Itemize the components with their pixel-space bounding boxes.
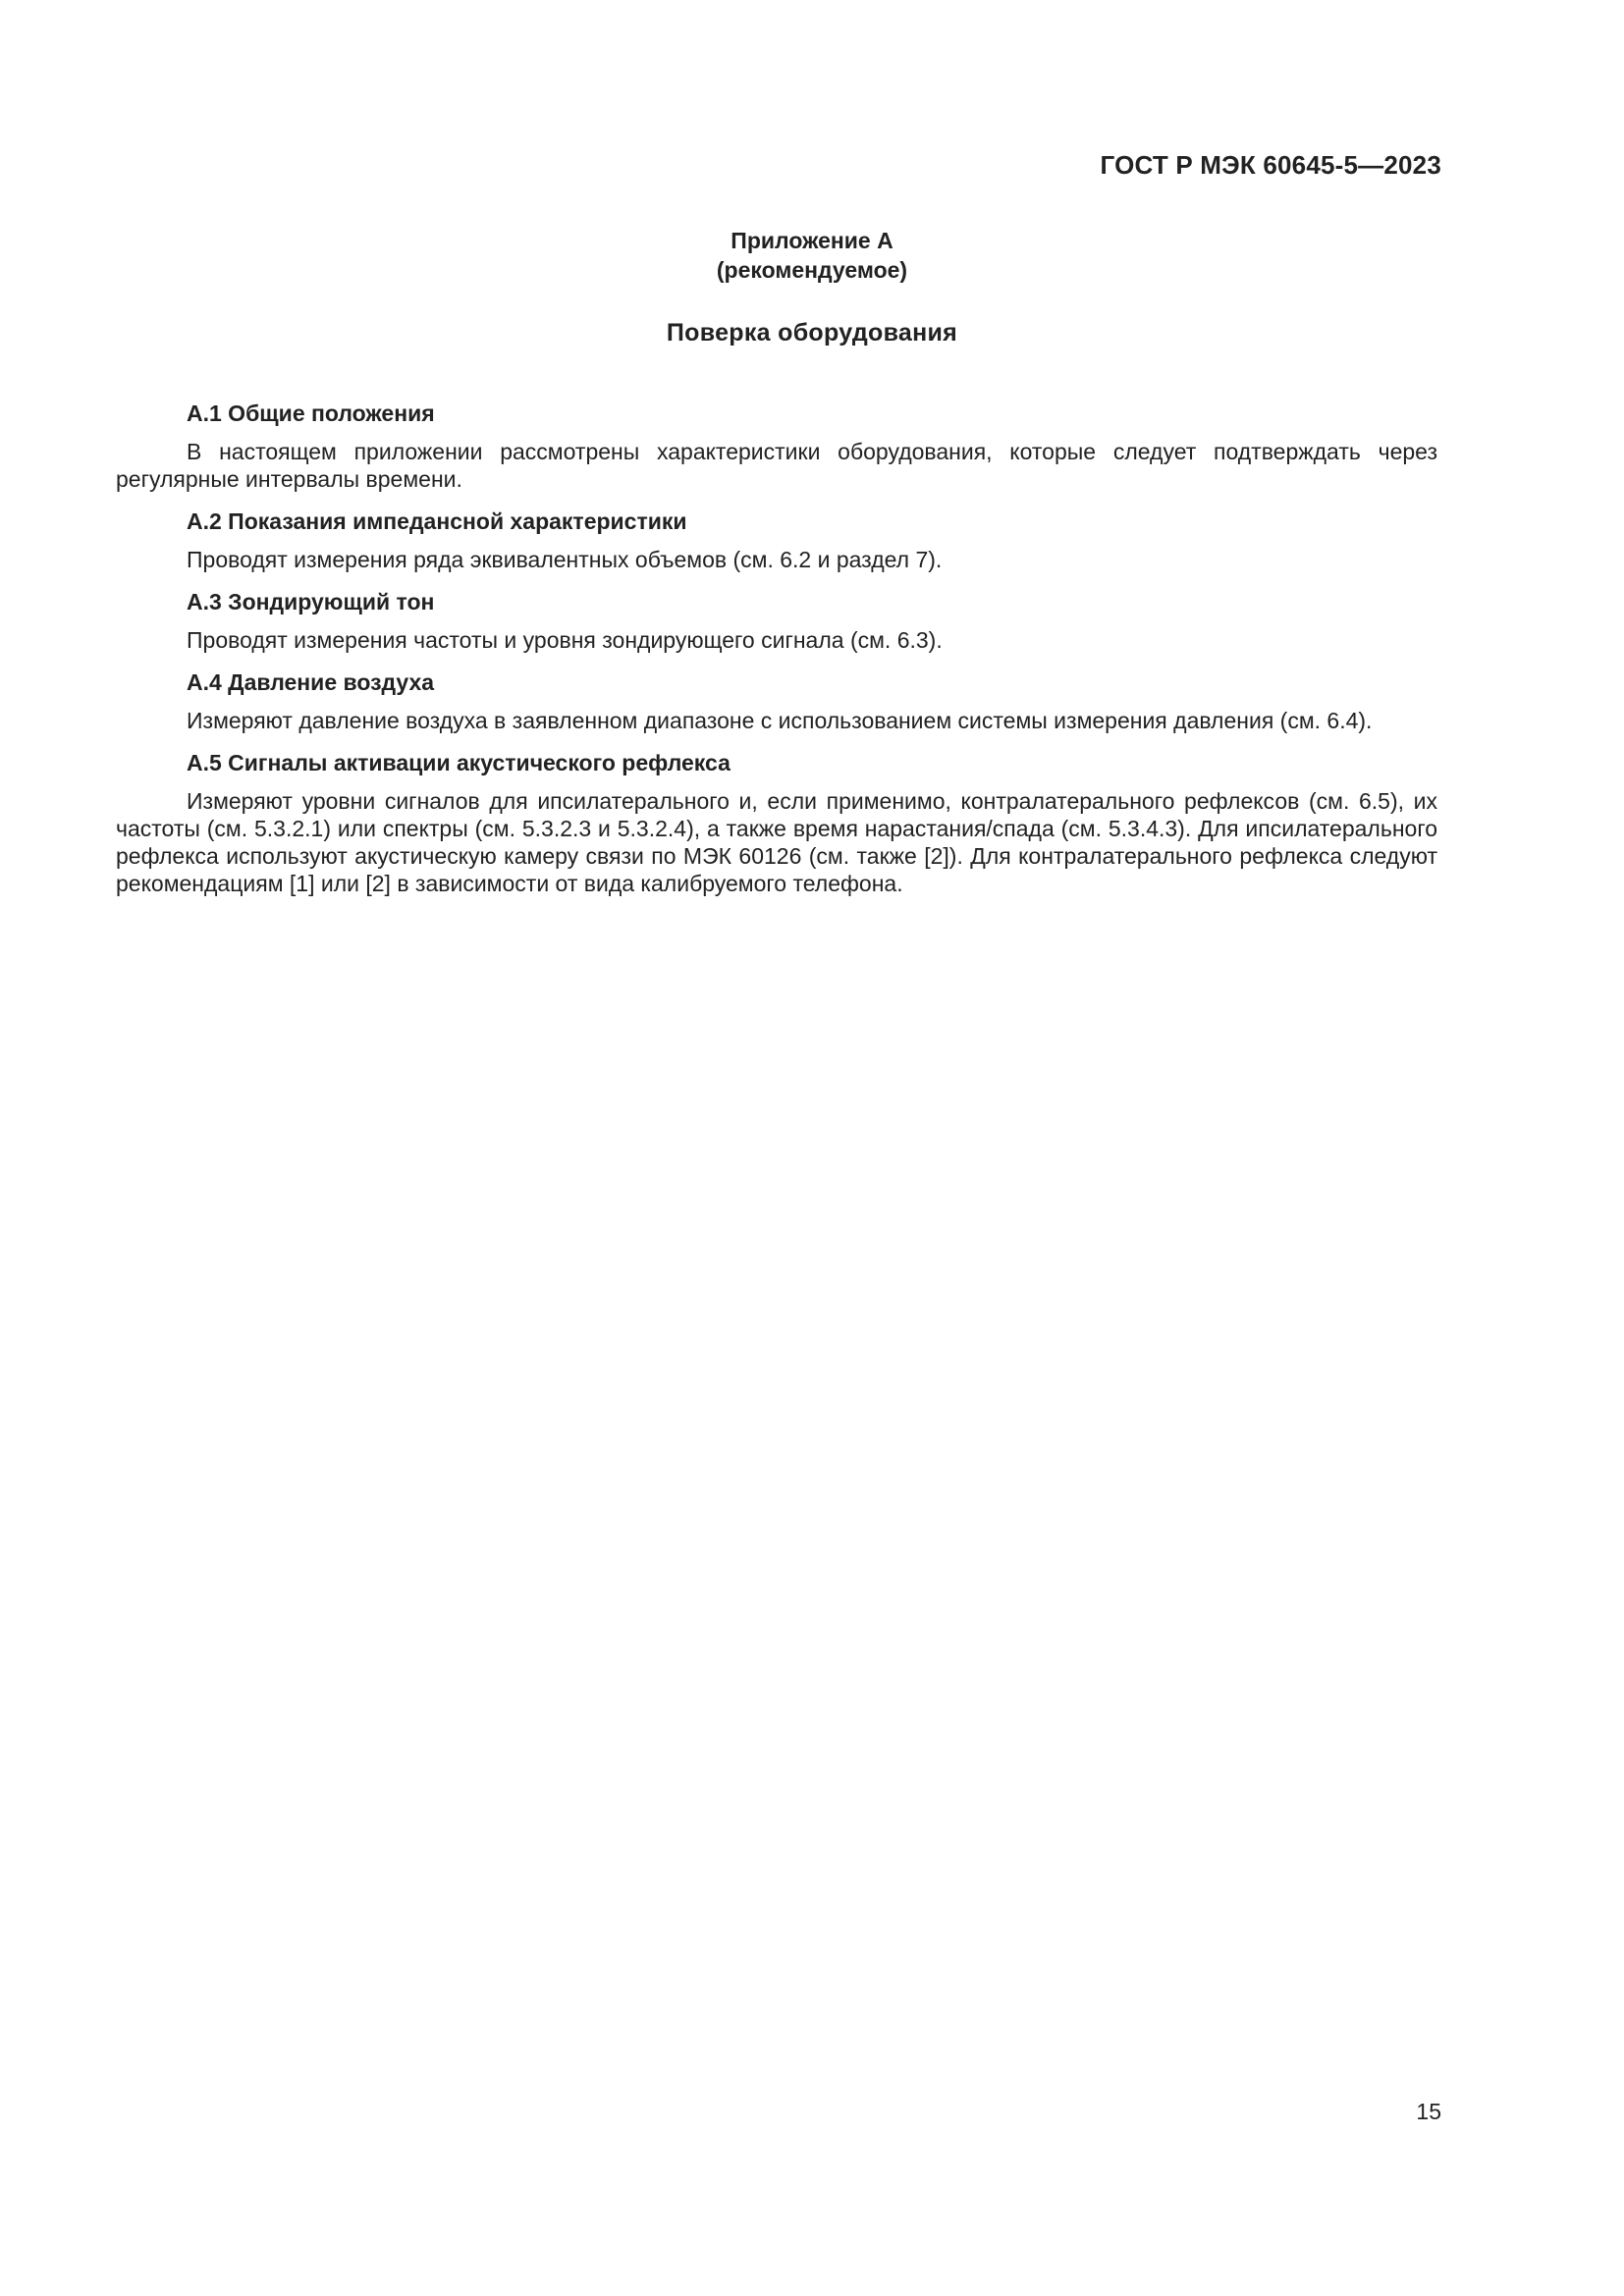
section-paragraph: Проводят измерения ряда эквивалентных объемов (см. 6.2 и раздел 7). [187, 547, 943, 572]
section-heading: А.1 Общие положения [187, 400, 435, 426]
appendix-title: Поверка оборудования [666, 319, 958, 347]
appendix-label: Приложение А [731, 228, 893, 253]
section-a3 [116, 587, 1437, 654]
section-heading: А.2 Показания импедансной характеристики [187, 508, 687, 534]
document-code: ГОСТ Р МЭК 60645-5—2023 [1100, 150, 1441, 180]
section-a1 [116, 399, 1437, 493]
document-body [116, 399, 1437, 911]
section-heading: А.3 Зондирующий тон [187, 589, 435, 614]
section-heading: А.4 Давление воздуха [187, 669, 435, 695]
section-paragraph: Проводят измерения частоты и уровня зондирующего сигнала (см. 6.3). [187, 627, 943, 653]
section-a4 [116, 667, 1437, 734]
section-paragraph: Измеряют давление воздуха в заявленном диапазоне с использованием системы измерения давления (см. 6.4). [187, 708, 1373, 733]
page-number: 15 [1416, 2099, 1441, 2124]
appendix-status: (рекомендуемое) [716, 257, 908, 283]
section-paragraph: В настоящем приложении рассмотрены характеристики оборудования, которые следует подтверждать через регулярные интервалы времени. [116, 439, 1437, 492]
appendix-header [0, 226, 1624, 285]
section-a5 [116, 748, 1437, 897]
section-paragraph: Измеряют уровни сигналов для ипсилатерального и, если применимо, контралатерального рефлексов (см. 6.5), их частоты (см. 5.3.2.1) или спектры (см. 5.3.2.3 и 5.3.2.4), а также время нарастания/спада (см. 5.3.4.3). Для ипсилатерального рефлекса используют акустическую камеру связи по МЭК 60126 (см. также [2]). Для контралатерального рефлекса следуют рекомендациям [1] или [2] в зависимости от вида калибруемого телефона. [116, 788, 1437, 896]
section-heading: А.5 Сигналы активации акустического рефлекса [187, 750, 731, 775]
section-a2 [116, 507, 1437, 573]
